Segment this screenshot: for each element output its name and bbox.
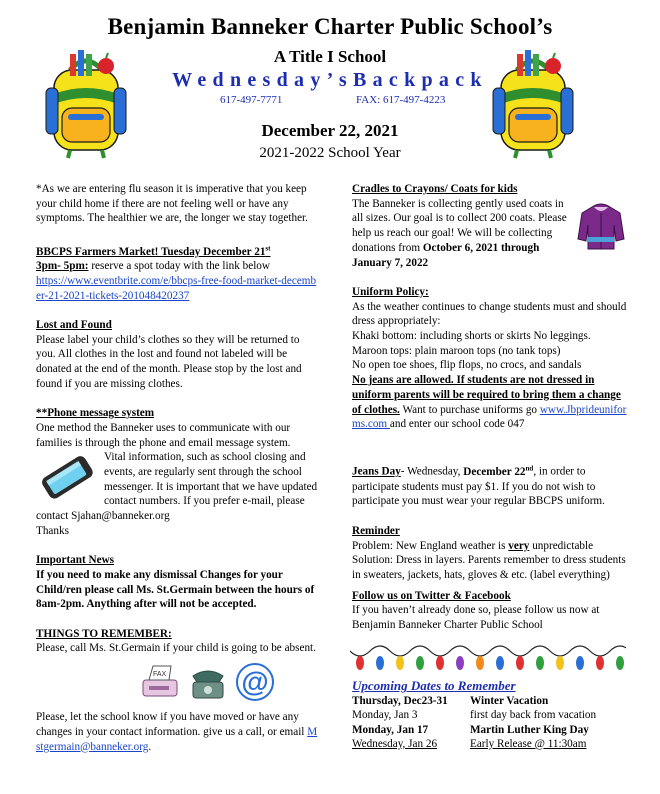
issue-date: December 22, 2021 [261, 121, 399, 140]
phone-system-thanks: Thanks [36, 524, 69, 537]
upcoming-date: Monday, Jan 3 [352, 709, 418, 722]
school-year: 2021-2022 School Year [259, 145, 401, 161]
farmers-market-link[interactable]: https://www.eventbrite.com/e/bbcps-free-food-market-december-21-2021-tickets-201048420237 [36, 274, 317, 302]
telephone-icon [187, 662, 231, 702]
follow-text: If you haven’t already done so, please follow us now at Benjamin Banneker Charter Public School [352, 604, 600, 632]
uniform-intro: As the weather continues to change students must and should dress appropriately: [352, 300, 627, 328]
reminder-problem: Problem: New England weather is very unpredictable [352, 539, 594, 552]
cradles-heading: Cradles to Crayons/ Coats for kids [352, 183, 518, 195]
upcoming-event: Winter Vacation [470, 695, 549, 708]
backpack-icon [40, 48, 132, 160]
upcoming-event: first day back from vacation [470, 709, 597, 722]
lost-found-text: Please label your child’s clothes so they will be returned to you. All clothes in the lost and found not labeled will be donated at the end of the month. Please stop by the lost and found if you are missing clothes. [36, 333, 302, 390]
uniform-khaki: Khaki bottom: including shorts or skirts No leggings. [352, 330, 591, 343]
fax-machine-icon [139, 662, 183, 702]
holiday-lights-icon [350, 641, 626, 675]
reminder-heading: Reminder [352, 524, 400, 537]
farmers-market-text: reserve a spot today with the link below [88, 260, 270, 273]
cradles-dates: October 6, 2021 through January 7, 2022 [352, 241, 540, 269]
uniform-shoes: No open toe shoes, flip flops, no crocs, and sandals [352, 359, 582, 372]
uniform-link[interactable]: www.Jbprideuniforms.com [352, 403, 627, 431]
upcoming-date: Thursday, Dec23-31 [352, 695, 448, 708]
winter-coat-icon [574, 199, 628, 253]
flu-notice: *As we are entering flu season it is imperative that you keep your child home if there are not feeling well or have any symptoms. The healthier we are, the longer we stay together. [36, 183, 308, 225]
svg-text:FAX: FAX [153, 671, 167, 679]
cradles-text: The Banneker is collecting gently used coats in all sizes. Our goal is to collect 200 coats. Please help us reach our goal! We will be collecting donations from October 6, 2021 through January 7, 2022 [352, 197, 567, 269]
phone-system-heading: **Phone message system [36, 407, 155, 420]
uniform-heading: Uniform Policy: [352, 285, 429, 298]
cell-phone-icon [36, 454, 96, 500]
phone-system-body: Vital information, such as school closing and events, are regularly sent through the school messenger. It is important that we have updated contact numbers. If you prefer e-mail, please contact Sjahan@banneker.org [36, 451, 318, 523]
title-one-subtitle: A Title I School [273, 47, 387, 66]
important-news-text: If you need to make any dismissal Changes for your Child/ren please call Ms. St.Germain between the hours of 8am-2pm. Anything after will not be accepted. [36, 568, 315, 611]
newsletter-name: Wednesday’sBackpack [172, 69, 488, 91]
phone-system-intro: One method the Banneker uses to communicate with our families is through the phone and email message system. [36, 421, 291, 449]
table-row [352, 708, 596, 722]
upcoming-dates-table [352, 694, 596, 751]
upcoming-dates-title: Upcoming Dates to Remember [352, 678, 516, 694]
follow-heading: Follow us on Twitter & Facebook [352, 589, 511, 602]
contact-icons [96, 662, 318, 702]
lost-found-heading: Lost and Found [36, 319, 112, 332]
upcoming-event: Martin Luther King Day [470, 723, 589, 736]
uniform-warning-block: No jeans are allowed. If students are not dressed in uniform parents will be required to bring them a change of clothes. Want to purchase uniforms go www.Jbprideuniforms.com and enter our school code 047 [352, 374, 627, 431]
things-to-remember-contact: Please, let the school know if you have moved or have any changes in your contact information. give us a call, or email Mstgermain@banneker.org. [36, 711, 318, 753]
farmers-market-heading: BBCPS Farmers Market! Tuesday December 21st [36, 243, 271, 258]
right-column [352, 182, 628, 751]
things-to-remember-absent: Please, call Ms. St.Germain if your child is going to be absent. [36, 642, 316, 655]
table-row [352, 694, 596, 708]
jeans-day-heading: Jeans Day [352, 466, 401, 479]
things-to-remember-heading: THINGS TO REMEMBER: [36, 627, 172, 640]
table-row [352, 723, 596, 737]
farmers-market-time: 3pm- 5pm: [36, 260, 89, 273]
uniform-warning: No jeans are allowed. If students are not dressed in uniform parents will be required to bring them a change of clothes. [352, 374, 621, 416]
school-fax: FAX: 617-497-4223 [356, 94, 446, 106]
uniform-maroon: Maroon tops: plain maroon tops (no tank tops) [352, 344, 561, 357]
email-at-icon [235, 662, 275, 702]
jeans-day-text: Jeans Day- Wednesday, December 22nd, in order to participate students must pay $1. If you do not wish to participate you must wear your regular BBCPS uniform. [352, 464, 605, 508]
newsletter-title: Benjamin Banneker Charter Public School’s [107, 14, 553, 39]
svg-text:@: @ [241, 666, 269, 698]
backpack-icon [487, 48, 579, 160]
school-phone: 617-497-7771 [220, 94, 283, 106]
table-row [352, 737, 596, 751]
reminder-solution: Solution: Dress in layers. Parents remember to dress students in sweaters, jackets, hats, gloves & etc. (label everything) [352, 554, 626, 581]
upcoming-date: Monday, Jan 17 [352, 723, 429, 736]
important-news-heading: Important News [36, 554, 114, 567]
email-link[interactable]: Mstgermain@banneker.org [36, 725, 318, 753]
farmers-market-section [36, 241, 318, 304]
upcoming-date: Wednesday, Jan 26 [352, 737, 438, 750]
left-column [36, 182, 318, 754]
upcoming-event: Early Release @ 11:30am [470, 737, 587, 750]
